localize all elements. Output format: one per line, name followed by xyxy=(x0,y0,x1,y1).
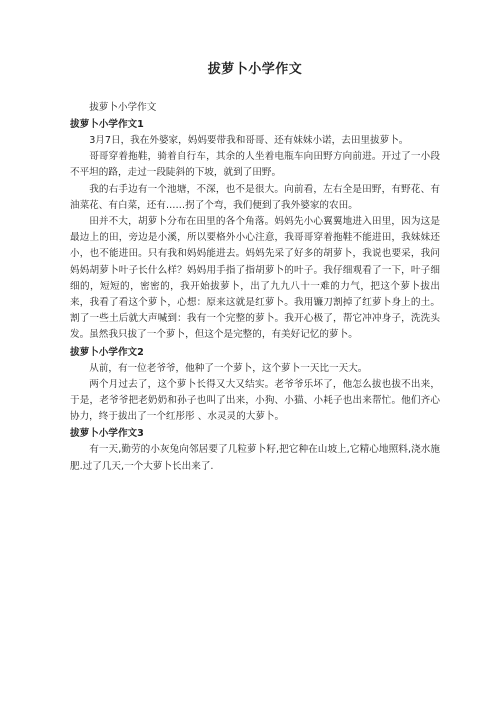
section-3 xyxy=(70,425,440,474)
paragraph: 3月7日，我在外婆家，妈妈要带我和哥哥、还有妹妹小诺，去田里拔萝卜。 xyxy=(89,135,409,146)
section-heading: 拔萝卜小学作文3 xyxy=(70,428,144,440)
paragraph: 两个月过去了，这个萝卜长得又大又结实。老爷爷乐坏了，他怎么拔也拔不出来，于是，老爷爷把老奶奶和孙子也叫了出来，小狗、小猫、小耗子也出来帮忙。他们齐心协力，终于拔出了一个红彤彤 、水灵灵的大萝卜。 xyxy=(70,378,440,423)
paragraph: 有一天,勤劳的小灰兔向邻居要了几粒萝卜籽,把它种在山坡上,它精心地照料,浇水施肥.过了几天,一个大萝卜长出来了. xyxy=(70,444,440,472)
document-title: 拔萝卜小学作文 xyxy=(207,62,303,77)
paragraph: 哥哥穿着拖鞋，骑着自行车，其余的人坐着电瓶车向田野方向前进。开过了一小段不平坦的路，走过一段陡斜的下坡，就到了田野。 xyxy=(70,151,440,179)
paragraph: 田并不大，胡萝卜分布在田里的各个角落。妈妈先小心翼翼地进入田里，因为这是最边上的田，旁边是小溪，所以要格外小心注意，我哥哥穿着拖鞋不能进田，我妹妹还小，也不能进田。只有我和妈妈能进去。妈妈先采了好多的胡萝卜，我说也要采，我问妈妈胡萝卜叶子长什么样？妈妈用手指了指胡萝卜的叶子。我仔细观看了一下，叶子细细的，短短的，密密的，我开始拔萝卜，出了九九八十一难的力气，把这个萝卜拔出来，我看了看这个萝卜，心想：原来这就是红萝卜。我用镰刀割掉了红萝卜身上的土。割了一些土后就大声喊到：我有一个完整的萝卜。我开心极了，帮它冲冲身子，洗洗头发。虽然我只拔了一个萝卜，但这个是完整的，有美好记忆的萝卜。 xyxy=(70,216,440,341)
section-heading: 拔萝卜小学作文2 xyxy=(70,346,144,358)
paragraph: 从前，有一位老爷爷，他种了一个萝卜，这个萝卜一天比一天大。 xyxy=(89,362,368,374)
paragraph: 我的右手边有一个池塘，不深，也不是很大。向前看，左右全是田野，有野花、有油菜花、有白菜，还有……拐了个弯，我们便到了我外婆家的农田。 xyxy=(70,183,440,211)
section-1 xyxy=(70,116,440,344)
section-2 xyxy=(70,344,440,426)
intro-line: 拔萝卜小学作文 xyxy=(89,102,157,113)
section-heading: 拔萝卜小学作文1 xyxy=(70,119,144,130)
